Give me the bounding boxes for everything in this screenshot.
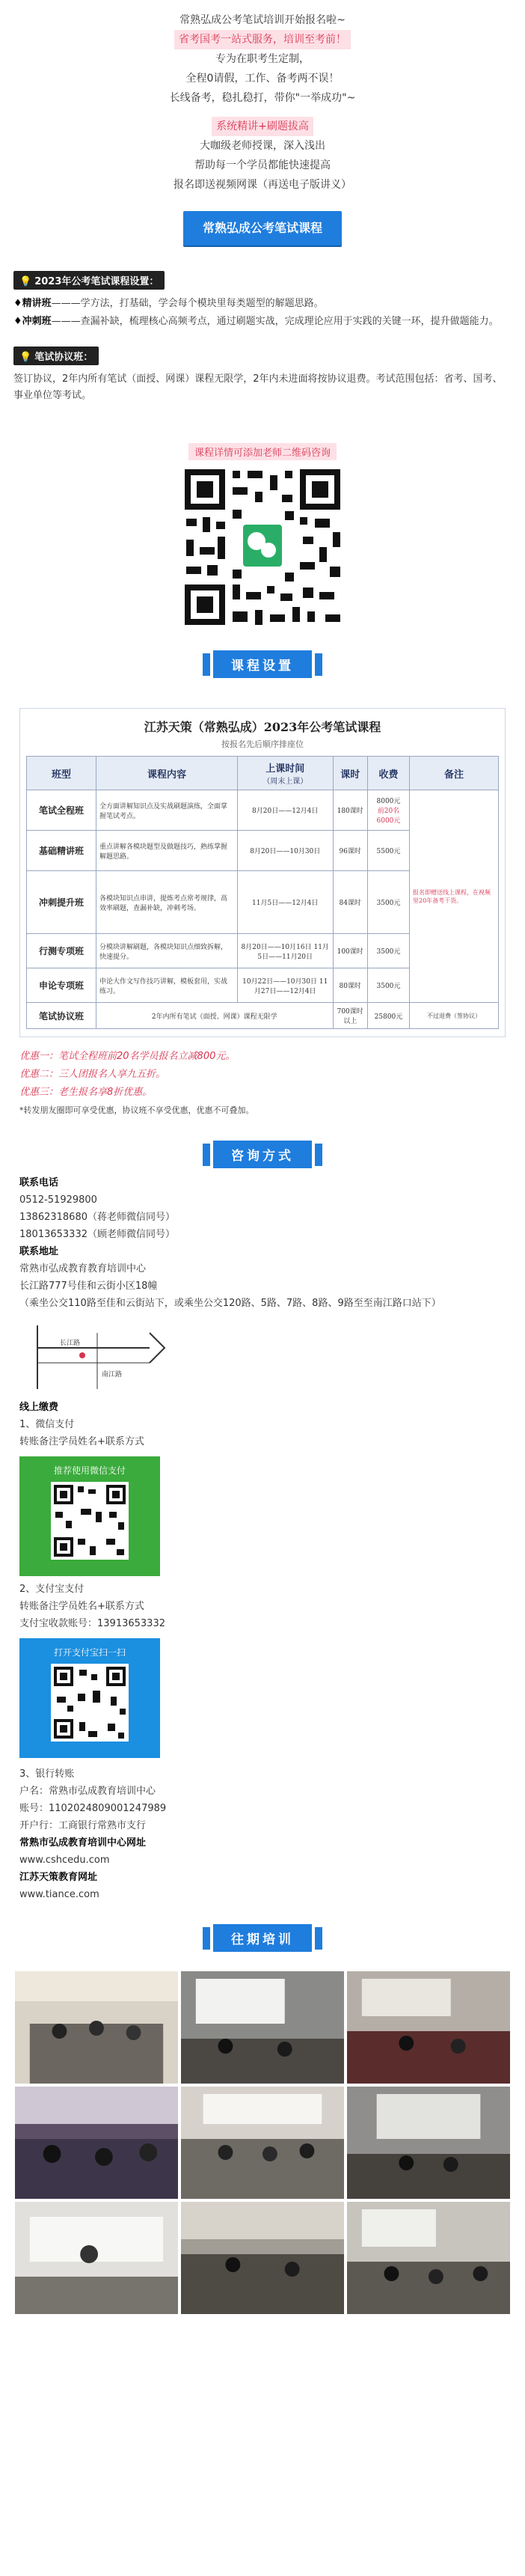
section-title: 课程设置 <box>213 650 312 678</box>
intro-highlight: 省考国考一站式服务，培训至考前！ <box>174 30 351 49</box>
contact-info: 联系电话 0512-51929800 13862318680（蒋老师微信同号） 18013653332（顾老师微信同号） 联系地址 常熟市弘成教育教育培训中心 长江路777号佳和云街小区18幢 （乘坐公交110路至佳和云街站下，或乘坐公交120路、5路、7路、8路、9路至至南江路口站下） 长江路 南江路 线上缴费 1、微信支付 转账备注学员姓名+联系方式 推荐使用微信支付 2、支付宝支付 转账备注学员姓名+联系方式 支付宝收款账号：13913653332 打开支付宝扫一扫 3、银行转账 户名：常熟市弘成教育培训中心 账号：1102024809001247989 开户行：工商银行常熟市支行 常熟市弘成教育培训中心网址 www.cshcedu.com 江苏天策教育网址 www.tiance.com <box>19 1174 506 1903</box>
table-row: 冲刺提升班 各模块知识点串讲，提炼考点常考规律，高效率刷题，查漏补缺，冲刺考场。 11月5日——12月4日 84课时 3500元 <box>27 871 499 934</box>
intro-line: 专为在职考生定制， <box>215 53 310 65</box>
training-photo <box>347 2202 510 2314</box>
phone-number[interactable]: 0512-51929800 <box>19 1194 97 1206</box>
intro-line: 报名即送视频网课（再送电子版讲义） <box>174 179 351 191</box>
offer-item: 优惠二：三人团报名人享九五折。 <box>19 1069 166 1080</box>
wechat-pay-qr[interactable]: 推荐使用微信支付 <box>19 1456 160 1576</box>
setup-item: ♦冲刺班———查漏补缺，梳理核心高频考点，通过刷题实战，完成理论应用于实践的关键一环，提升做题能力。 <box>13 316 499 327</box>
intro-line: 大咖级老师授课，深入浅出 <box>200 140 325 152</box>
offer-item: 优惠三：老生报名享8折优惠。 <box>19 1087 153 1098</box>
table-row: 笔试全程班 全方面讲解知识点及实战刷题演练，全面掌握笔试考点。 8月20日——12月4日 180课时 8000元 前20名6000元 报名即赠送线上课程，在视频里20年备考干货。 <box>27 790 499 831</box>
table-row: 笔试协议班 2年内所有笔试（面授、网课）课程无限学 700课时以上 25800元 不过退费（签协议） <box>27 1003 499 1029</box>
offers <box>19 1048 506 1120</box>
intro-line: 常熟弘成公考笔试培训开始报名啦~ <box>179 14 346 26</box>
intro-line: 长线备考，稳扎稳打，带你"一举成功"~ <box>169 92 356 104</box>
website-link[interactable]: www.cshcedu.com <box>19 1855 110 1866</box>
table-row: 申论专项班 申论大作文写作技巧讲解，模板套用，实战练习。 10月22日——10月30日 11月27日——12月4日 80课时 3500元 <box>27 968 499 1003</box>
course-table-subtitle: 按报名先后顺序排座位 <box>221 739 304 749</box>
location-map <box>30 1318 194 1393</box>
map-road-label: 南江路 <box>102 1371 123 1379</box>
section-title: 咨询方式 <box>213 1141 312 1168</box>
training-photo <box>181 1971 344 2084</box>
qr-section <box>0 404 525 629</box>
course-table-title: 江苏天策（常熟弘成）2023年公考笔试课程 <box>144 720 381 734</box>
section-title: 往期培训 <box>213 1924 312 1952</box>
lightbulb-icon: 💡 <box>19 352 32 363</box>
map-road-label: 长江路 <box>60 1340 81 1347</box>
agreement-block <box>13 347 512 404</box>
offer-note: *转发朋友圈即可享受优惠，协议班不享受优惠，优惠不可叠加。 <box>19 1105 254 1115</box>
training-photo <box>347 1971 510 2084</box>
qr-caption: 课程详情可添加老师二维码咨询 <box>188 443 337 460</box>
contact-section-header <box>0 1141 525 1168</box>
intro-highlight: 系统精讲+刷题拔高 <box>212 117 313 136</box>
col-fee: 收费 <box>367 757 409 790</box>
training-photo <box>15 2087 178 2199</box>
wechat-qr-code[interactable] <box>180 465 345 629</box>
col-hours: 课时 <box>333 757 367 790</box>
offer-item: 优惠一：笔试全程班前20名学员报名立减800元。 <box>19 1051 236 1062</box>
training-photo <box>181 2202 344 2314</box>
col-type: 班型 <box>27 757 96 790</box>
website-link[interactable]: www.tiance.com <box>19 1889 99 1900</box>
training-photo <box>15 2202 178 2314</box>
phone-number[interactable]: 18013653332（顾老师微信同号） <box>19 1229 175 1240</box>
lightbulb-icon: 💡 <box>19 276 32 287</box>
intro-line: 全程0请假，工作、备考两不误！ <box>185 73 340 85</box>
agreement-text: 签订协议，2年内所有笔试（面授、网课）课程无限学，2年内未进面将按协议退费。考试范围包括：省考、国考、事业单位等考试。 <box>13 373 503 401</box>
course-table-card <box>19 708 506 1037</box>
past-section-header <box>0 1924 525 1952</box>
table-row: 行测专项班 分模块讲解刷题，各模块知识点细致拆解，快速提分。 8月20日——10月16日 11月5日——11月20日 100课时 3500元 <box>27 934 499 968</box>
table-note: 报名即赠送线上课程，在视频里20年备考干货。 <box>410 790 499 1003</box>
alipay-qr[interactable]: 打开支付宝扫一扫 <box>19 1638 160 1758</box>
setup-block <box>13 271 512 330</box>
training-photos <box>15 1971 510 2314</box>
training-photo <box>181 2087 344 2199</box>
training-photo <box>347 2087 510 2199</box>
agreement-label: 💡 笔试协议班： <box>13 347 99 365</box>
intro-line: 帮助每一个学员都能快速提高 <box>194 159 331 171</box>
col-time: 上课时间 （周末上课） <box>237 757 333 790</box>
table-row: 基础精讲班 重点讲解各模块题型及做题技巧，熟练掌握解题思路。 8月20日——10月30日 96课时 5500元 <box>27 831 499 871</box>
setup-label: 💡 2023年公考笔试课程设置： <box>13 271 165 290</box>
phone-number[interactable]: 13862318680（蒋老师微信同号） <box>19 1212 175 1223</box>
col-content: 课程内容 <box>96 757 238 790</box>
course-table <box>26 756 499 1029</box>
intro <box>0 0 525 245</box>
col-note: 备注 <box>410 757 499 790</box>
course-title-button[interactable]: 常熟弘成公考笔试课程 <box>183 211 342 245</box>
training-photo <box>15 1971 178 2084</box>
setup-item: ♦精讲班———学方法，打基础，学会每个模块里每类题型的解题思路。 <box>13 298 324 309</box>
course-section-header <box>0 650 525 678</box>
